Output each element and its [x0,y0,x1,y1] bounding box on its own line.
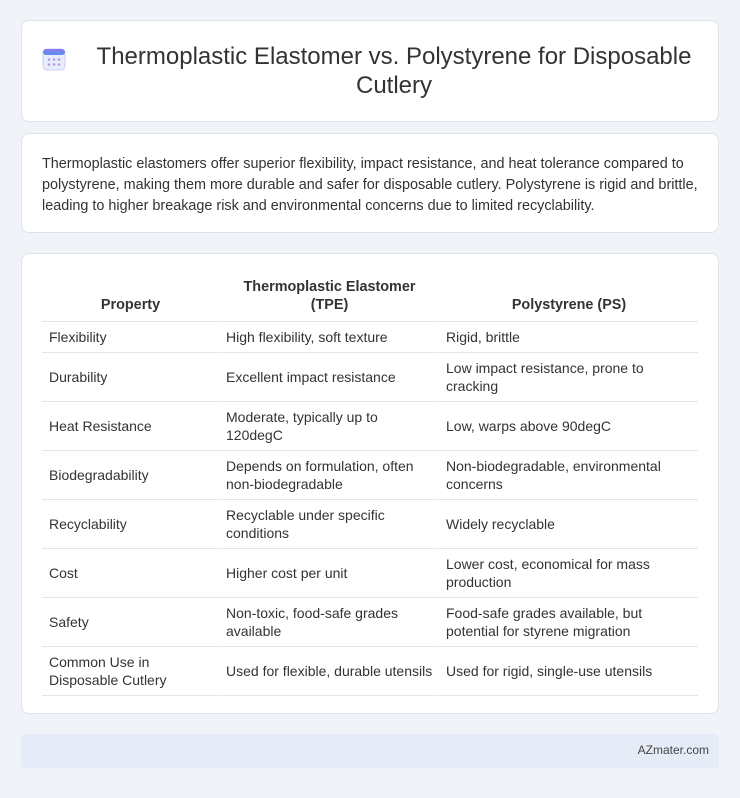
cell-property: Common Use in Disposable Cutlery [42,647,219,696]
table-row [42,598,698,647]
footer-bar [21,734,719,768]
cell-ps: Rigid, brittle [439,322,698,353]
header-tpe: Thermoplastic Elastomer (TPE) [219,274,439,322]
cell-ps: Widely recyclable [439,500,698,549]
table-header-row [42,274,698,322]
page-title: Thermoplastic Elastomer vs. Polystyrene for Disposable Cutlery [96,43,692,99]
table-row [42,353,698,402]
cell-tpe: Recyclable under specific conditions [219,500,439,549]
cell-property: Durability [42,353,219,402]
cell-property: Safety [42,598,219,647]
table-row [42,451,698,500]
cell-tpe: Used for flexible, durable utensils [219,647,439,696]
cell-property: Cost [42,549,219,598]
title-wrap [41,42,699,100]
title-card [21,20,719,122]
cell-ps: Low, warps above 90degC [439,402,698,451]
cell-tpe: Non-toxic, food-safe grades available [219,598,439,647]
header-property: Property [42,274,219,322]
cell-ps: Used for rigid, single-use utensils [439,647,698,696]
cell-property: Heat Resistance [42,402,219,451]
footer-brand: AZmater.com [637,743,709,757]
cell-property: Flexibility [42,322,219,353]
intro-text: Thermoplastic elastomers offer superior flexibility, impact resistance, and heat tolerance compared to polystyrene, making them more durable and safer for disposable cutlery. Polystyrene is rigid and brittle, leading to higher breakage risk and environmental concerns due to limited recyclability. [42,156,698,214]
cell-tpe: Higher cost per unit [219,549,439,598]
cell-tpe: Excellent impact resistance [219,353,439,402]
cell-tpe: High flexibility, soft texture [219,322,439,353]
cell-ps: Non-biodegradable, environmental concerns [439,451,698,500]
cell-tpe: Depends on formulation, often non-biodegradable [219,451,439,500]
comparison-table [42,274,698,696]
table-card [21,253,719,714]
header-ps: Polystyrene (PS) [439,274,698,322]
cell-property: Recyclability [42,500,219,549]
calendar-icon [41,46,67,72]
table-row [42,647,698,696]
cell-ps: Low impact resistance, prone to cracking [439,353,698,402]
cell-property: Biodegradability [42,451,219,500]
cell-ps: Food-safe grades available, but potential for styrene migration [439,598,698,647]
table-row [42,549,698,598]
table-row [42,322,698,353]
table-row [42,500,698,549]
intro-card [21,133,719,233]
table-row [42,402,698,451]
cell-ps: Lower cost, economical for mass production [439,549,698,598]
cell-tpe: Moderate, typically up to 120degC [219,402,439,451]
